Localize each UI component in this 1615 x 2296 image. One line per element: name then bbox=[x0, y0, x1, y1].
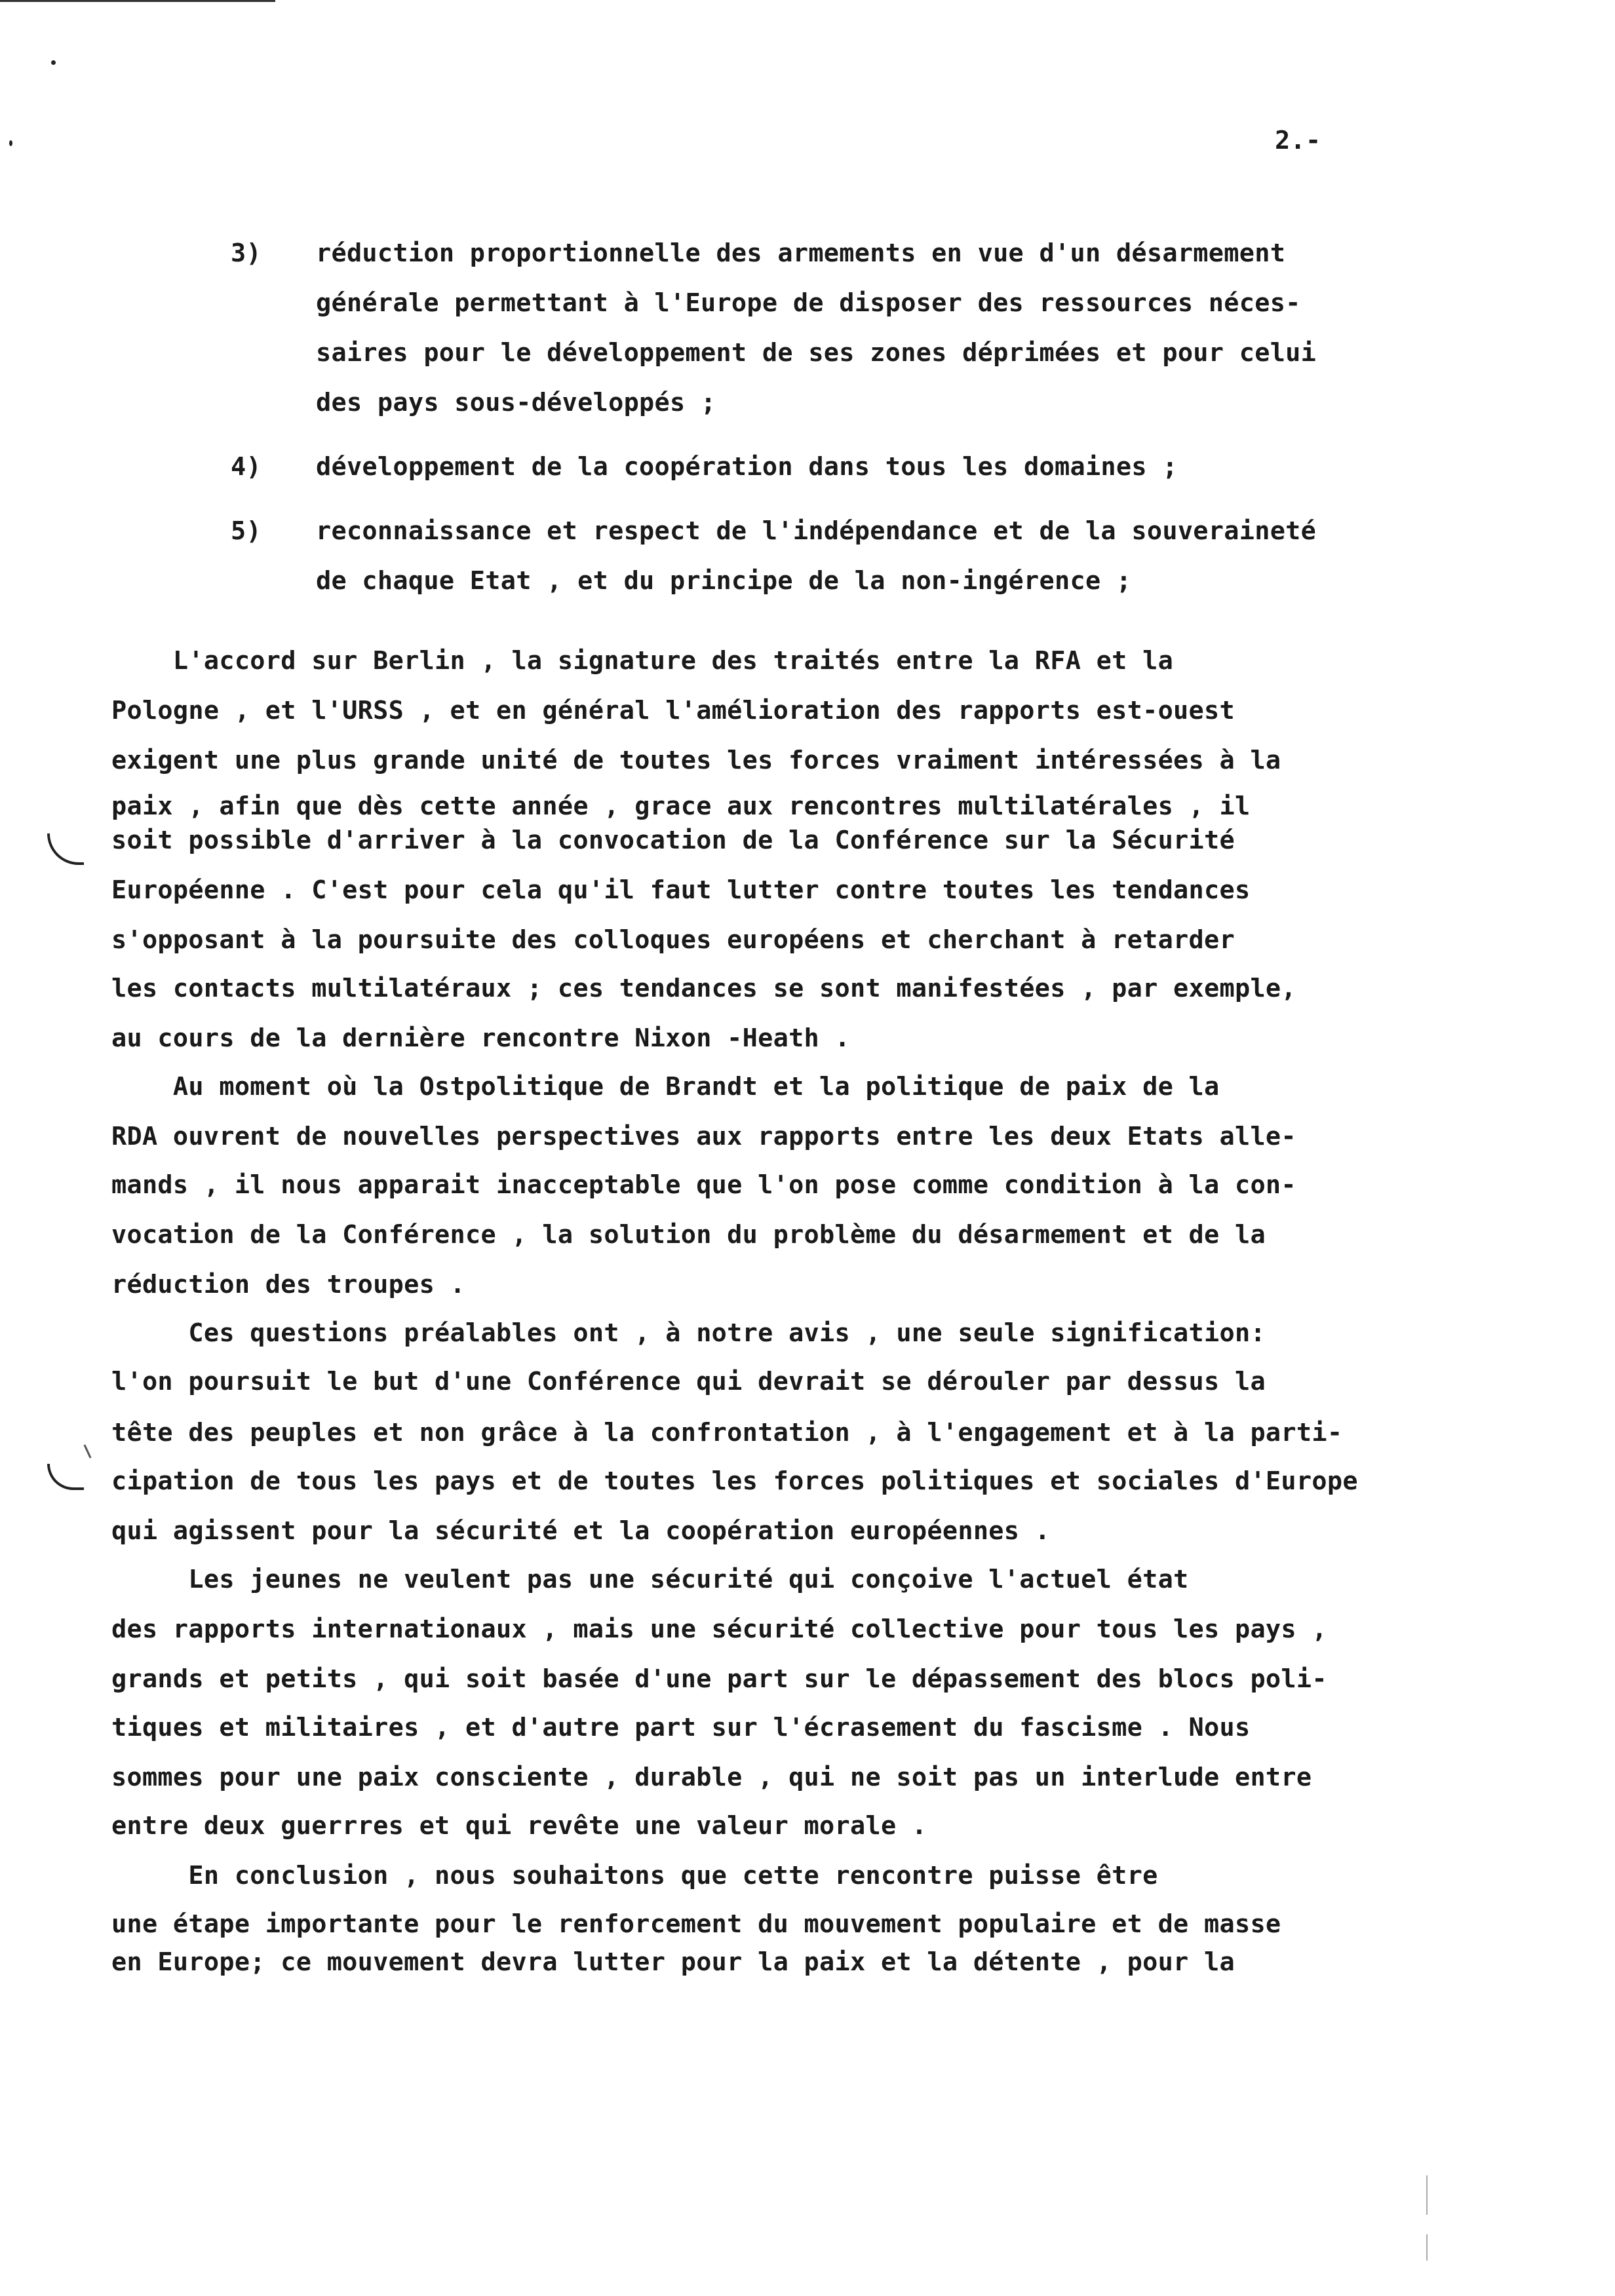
body-line: une étape importante pour le renforcement du mouvement populaire et de masse bbox=[111, 1909, 1281, 1939]
body-line: soit possible d'arriver à la convocation de la Conférence sur la Sécurité bbox=[111, 826, 1235, 855]
body-line: mands , il nous apparait inacceptable que l'on pose comme condition à la con- bbox=[111, 1170, 1296, 1200]
list-item-line: générale permettant à l'Europe de disposer des ressources néces- bbox=[316, 288, 1301, 318]
list-item-line: reconnaissance et respect de l'indépendance et de la souveraineté bbox=[316, 516, 1317, 546]
list-item-number: 5) bbox=[231, 516, 262, 546]
body-line: tiques et militaires , et d'autre part sur l'écrasement du fascisme . Nous bbox=[111, 1713, 1251, 1742]
body-line: entre deux guerrres et qui revête une valeur morale . bbox=[111, 1811, 927, 1841]
list-item-line: développement de la coopération dans tous les domaines ; bbox=[316, 452, 1178, 482]
punch-mark bbox=[51, 60, 56, 65]
body-line: vocation de la Conférence , la solution du problème du désarmement et de la bbox=[111, 1220, 1266, 1250]
body-line: tête des peuples et non grâce à la confrontation , à l'engagement et à la parti- bbox=[111, 1418, 1343, 1447]
body-line: les contacts multilatéraux ; ces tendances se sont manifestées , par exemple, bbox=[111, 974, 1296, 1003]
body-line: RDA ouvrent de nouvelles perspectives aux rapports entre les deux Etats alle- bbox=[111, 1122, 1296, 1151]
body-line: s'opposant à la poursuite des colloques européens et cherchant à retarder bbox=[111, 925, 1235, 955]
list-item-line: réduction proportionnelle des armements en vue d'un désarmement bbox=[316, 239, 1286, 268]
body-line: réduction des troupes . bbox=[111, 1270, 466, 1299]
body-line: grands et petits , qui soit basée d'une part sur le dépassement des blocs poli- bbox=[111, 1664, 1327, 1694]
top-edge-rule bbox=[0, 0, 275, 2]
scan-artifact bbox=[1426, 2175, 1428, 2215]
body-line: Ces questions préalables ont , à notre avis , une seule signification: bbox=[111, 1318, 1266, 1348]
body-line: l'on poursuit le but d'une Conférence qui devrait se dérouler par dessus la bbox=[111, 1367, 1266, 1396]
list-item-5 bbox=[231, 516, 1317, 645]
list-item-number: 3) bbox=[231, 239, 262, 268]
list-item-number: 4) bbox=[231, 452, 262, 482]
body-line: exigent une plus grande unité de toutes les forces vraiment intéressées à la bbox=[111, 746, 1281, 775]
body-line: Pologne , et l'URSS , et en général l'amélioration des rapports est-ouest bbox=[111, 696, 1235, 725]
body-line: qui agissent pour la sécurité et la coopération européennes . bbox=[111, 1516, 1051, 1546]
punch-mark bbox=[9, 140, 12, 146]
list-item-line: des pays sous-développés ; bbox=[316, 388, 716, 417]
body-line: Européenne . C'est pour cela qu'il faut lutter contre toutes les tendances bbox=[111, 875, 1251, 905]
body-line: Au moment où la Ostpolitique de Brandt et la politique de paix de la bbox=[111, 1072, 1220, 1101]
list-item-line: de chaque Etat , et du principe de la non-ingérence ; bbox=[316, 566, 1132, 596]
margin-bracket-mark bbox=[47, 1464, 84, 1490]
body-line: en Europe; ce mouvement devra lutter pour la paix et la détente , pour la bbox=[111, 1947, 1235, 1977]
body-line: Les jeunes ne veulent pas une sécurité qui conçoive l'actuel état bbox=[111, 1565, 1189, 1594]
margin-bracket-mark bbox=[47, 833, 84, 865]
page-number: 2.- bbox=[1275, 126, 1321, 155]
body-line: paix , afin que dès cette année , grace aux rencontres multilatérales , il bbox=[111, 792, 1251, 821]
list-item-line: saires pour le développement de ses zones déprimées et pour celui bbox=[316, 338, 1317, 368]
body-line: au cours de la dernière rencontre Nixon -Heath . bbox=[111, 1024, 850, 1053]
body-line: des rapports internationaux , mais une sécurité collective pour tous les pays , bbox=[111, 1615, 1327, 1644]
scan-artifact bbox=[1426, 2234, 1428, 2261]
margin-tick-mark bbox=[83, 1444, 91, 1458]
list-item-3 bbox=[231, 239, 1317, 418]
body-line: En conclusion , nous souhaitons que cette rencontre puisse être bbox=[111, 1861, 1158, 1890]
body-line: cipation de tous les pays et de toutes les forces politiques et sociales d'Europe bbox=[111, 1466, 1358, 1496]
body-line: L'accord sur Berlin , la signature des traités entre la RFA et la bbox=[111, 646, 1174, 676]
body-line: sommes pour une paix consciente , durable , qui ne soit pas un interlude entre bbox=[111, 1763, 1312, 1792]
